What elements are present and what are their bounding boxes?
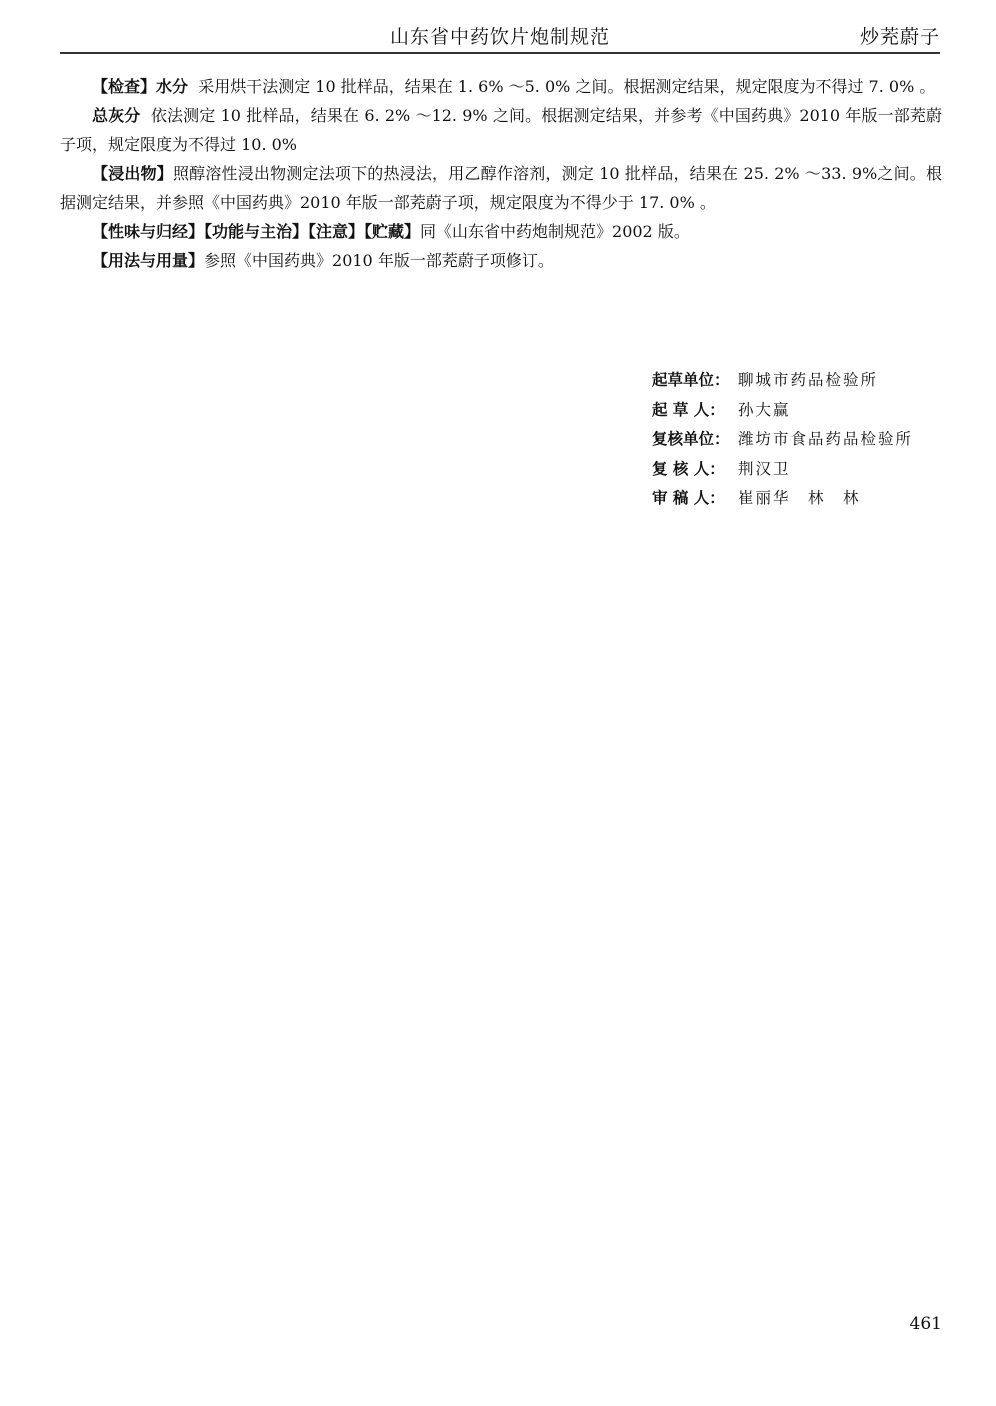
signature-row-reviewer xyxy=(652,455,913,485)
signature-value: 孙大赢 xyxy=(738,400,791,419)
paragraph-usage xyxy=(60,246,942,275)
page-number: 461 xyxy=(909,1314,942,1334)
heading-total-ash: 总灰分 xyxy=(92,106,141,125)
paragraph-properties xyxy=(60,217,942,246)
text-properties: 同《山东省中药炮制规范》2002 版。 xyxy=(420,222,690,241)
text-moisture: 采用烘干法测定 10 批样品，结果在 1. 6% ～5. 0% 之间。根据测定结果，规定限度为不得过 7. 0% 。 xyxy=(198,77,936,96)
paragraph-total-ash xyxy=(60,101,942,159)
signature-row-drafting-unit xyxy=(652,366,913,396)
signature-label: 起草单位： xyxy=(652,371,730,389)
heading-properties: 【性味与归经】【功能与主治】【注意】【贮藏】 xyxy=(92,222,421,241)
header-book-title: 山东省中药饮片炮制规范 xyxy=(390,26,611,48)
signature-label: 审 稿 人： xyxy=(652,489,725,507)
page-header xyxy=(60,18,940,54)
signature-label: 复核单位： xyxy=(652,430,730,448)
signature-label: 复 核 人： xyxy=(652,459,725,478)
heading-extractives: 【浸出物】 xyxy=(92,164,173,183)
signature-value: 荆汉卫 xyxy=(738,459,791,478)
paragraph-extractives xyxy=(60,159,942,217)
signature-row-editor xyxy=(652,484,913,514)
signature-block xyxy=(652,366,913,514)
text-extractives: 照醇溶性浸出物测定法项下的热浸法，用乙醇作溶剂，测定 10 批样品，结果在 25. 2% ～33. 9%之间。根据测定结果，并参照《中国药典》2010 年版一部茺蔚子项，规定限度为不得少于 17. 0% 。 xyxy=(60,164,942,212)
signature-label: 起 草 人： xyxy=(652,400,725,419)
text-total-ash: 依法测定 10 批样品，结果在 6. 2% ～12. 9% 之间。根据测定结果，并参考《中国药典》2010 年版一部茺蔚子项，规定限度为不得过 10. 0% xyxy=(60,106,942,154)
heading-usage: 【用法与用量】 xyxy=(92,251,205,270)
main-content xyxy=(60,72,942,275)
signature-row-drafter xyxy=(652,396,913,426)
signature-value: 崔丽华 林 林 xyxy=(738,489,861,507)
signature-value: 潍坊市食品药品检验所 xyxy=(738,430,914,448)
signature-row-review-unit xyxy=(652,425,913,455)
text-usage: 参照《中国药典》2010 年版一部茺蔚子项修订。 xyxy=(204,251,554,270)
paragraph-moisture xyxy=(60,72,942,101)
signature-value: 聊城市药品检验所 xyxy=(738,371,879,389)
header-section-title: 炒茺蔚子 xyxy=(859,26,940,48)
heading-moisture: 【检查】水分 xyxy=(92,77,189,96)
